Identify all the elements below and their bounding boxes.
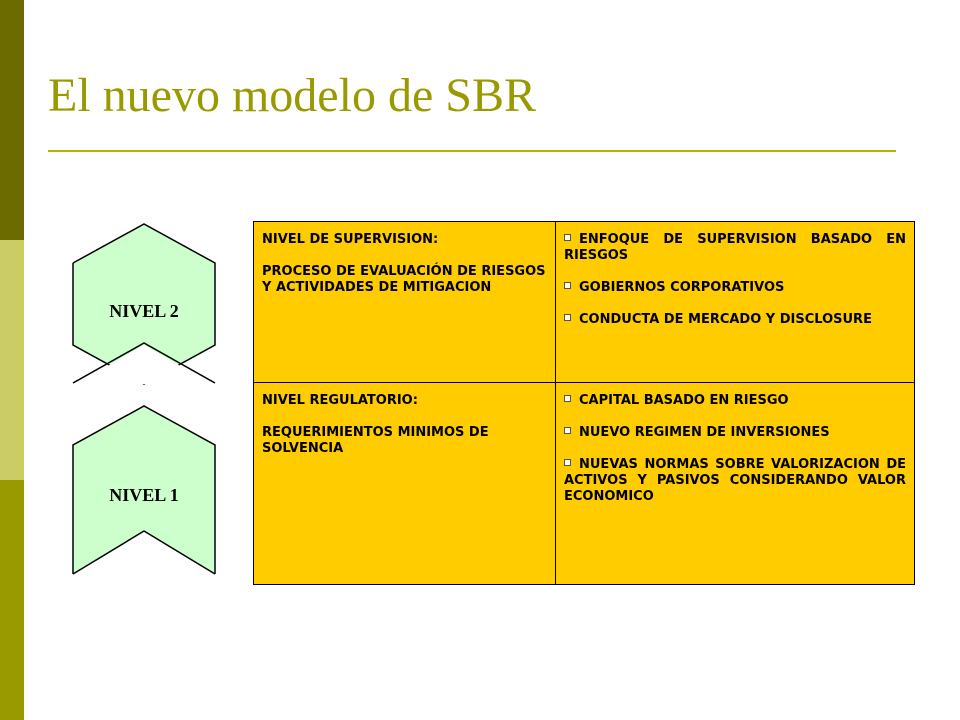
bullet-text: NUEVO REGIMEN DE INVERSIONES — [579, 425, 830, 440]
square-bullet-icon — [564, 395, 571, 402]
bullet-text: CONDUCTA DE MERCADO Y DISCLOSURE — [579, 312, 872, 327]
level-2-bullets — [556, 222, 915, 383]
level-2-chevron — [72, 223, 216, 385]
table-row — [254, 222, 915, 383]
square-bullet-icon — [564, 314, 571, 321]
list-item — [564, 393, 906, 409]
cell-title: NIVEL DE SUPERVISION: — [262, 232, 439, 247]
square-bullet-icon — [564, 282, 571, 289]
level-1-description — [254, 383, 556, 585]
level-1-label: NIVEL 1 — [109, 485, 179, 505]
side-bar-dark — [0, 0, 24, 240]
list-item — [564, 232, 906, 264]
cell-title: NIVEL REGULATORIO: — [262, 393, 418, 408]
cell-subtitle: REQUERIMIENTOS MINIMOS DE SOLVENCIA — [262, 425, 489, 456]
level-2-label: NIVEL 2 — [109, 301, 179, 321]
square-bullet-icon — [564, 459, 571, 466]
slide-title: El nuevo modelo de SBR — [48, 69, 536, 122]
bullet-text: NUEVAS NORMAS SOBRE VALORIZACION DE ACTIVOS Y PASIVOS CONSIDERANDO VALOR ECONOMICO — [564, 457, 906, 504]
list-item — [564, 457, 906, 505]
level-1-bullets — [556, 383, 915, 585]
table-row — [254, 383, 915, 585]
cell-subtitle: PROCESO DE EVALUACIÓN DE RIESGOS Y ACTIVIDADES DE MITIGACION — [262, 264, 546, 295]
list-item — [564, 425, 906, 441]
square-bullet-icon — [564, 234, 571, 241]
side-bar-light — [0, 240, 24, 480]
bullet-text: GOBIERNOS CORPORATIVOS — [579, 280, 785, 295]
level-1-chevron — [72, 405, 216, 575]
bullet-text: ENFOQUE DE SUPERVISION BASADO EN RIESGOS — [564, 232, 906, 263]
title-underline — [48, 150, 896, 152]
level-2-description — [254, 222, 556, 383]
side-bar-olive — [0, 480, 24, 720]
levels-table — [253, 221, 915, 585]
square-bullet-icon — [564, 427, 571, 434]
list-item — [564, 312, 906, 328]
bullet-text: CAPITAL BASADO EN RIESGO — [579, 393, 789, 408]
list-item — [564, 280, 906, 296]
